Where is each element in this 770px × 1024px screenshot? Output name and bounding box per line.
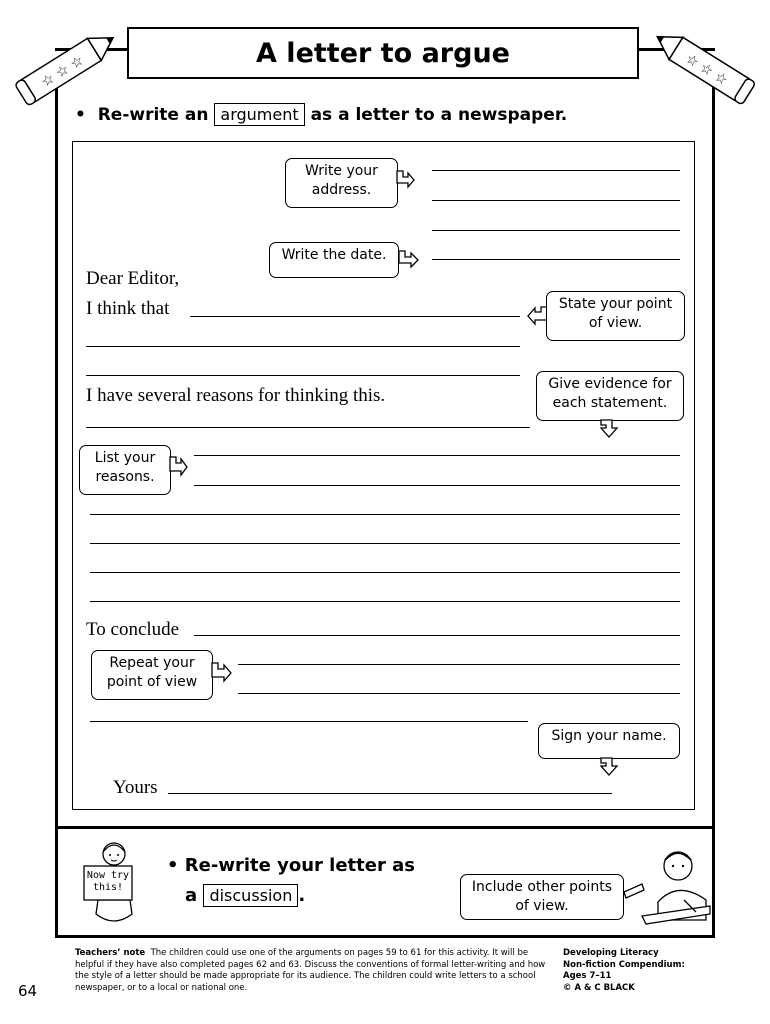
reasons-line-4[interactable] [90, 543, 680, 544]
book-title: Developing Literacy [563, 948, 659, 958]
address-line-3[interactable] [432, 230, 680, 231]
arrow-right-icon [398, 248, 420, 272]
svg-text:☆ ☆ ☆: ☆ ☆ ☆ [682, 50, 731, 89]
reasons-sentence-line[interactable] [86, 427, 530, 428]
point-of-view-bubble: State your point of view. [546, 291, 685, 341]
arrow-down-icon [597, 757, 621, 777]
instruction [75, 103, 567, 126]
page-number: 64 [18, 982, 38, 1000]
other-points-bubble: Include other points of view. [460, 874, 624, 920]
teachers-note-text: The children could use one of the arguments on pages 59 to 61 for this activity. It will be helpful if they have also completed pages 62 and 63. Discuss the conventions of formal letter-writing and how the style of a letter should be made appropriate for its audience. The children could write letters to a school newspaper, or to a local or national one. [75, 948, 546, 993]
i-think-line-3[interactable] [86, 375, 520, 376]
pencil-right-icon [640, 22, 765, 112]
arrow-right-icon [169, 454, 189, 480]
bottom-task-line2 [185, 884, 305, 907]
bottom-task-text: Re-write your letter as [184, 855, 415, 876]
instruction-suffix: as a letter to a newspaper. [310, 105, 568, 125]
book-ages: Ages 7–11 [563, 971, 612, 981]
svg-text:☆ ☆ ☆: ☆ ☆ ☆ [38, 52, 87, 91]
bullet-icon: • [75, 105, 86, 125]
arrow-right-icon [211, 660, 233, 686]
reasons-line-6[interactable] [90, 601, 680, 602]
arrow-left-icon [526, 303, 548, 329]
address-line-2[interactable] [432, 200, 680, 201]
repeat-bubble: Repeat your point of view [91, 650, 213, 700]
evidence-bubble: Give evidence for each statement. [536, 371, 684, 421]
bottom-task-line1 [167, 855, 415, 876]
sign-bubble: Sign your name. [538, 723, 680, 759]
book-publisher: © A & C BLACK [563, 982, 635, 993]
now-try-this-sign: Now try this! [86, 870, 130, 893]
greeting: Dear Editor, [86, 268, 180, 289]
i-think-line-1[interactable] [190, 316, 520, 317]
argument-word-box: argument [214, 103, 304, 126]
page-title: A letter to argue [127, 27, 639, 79]
address-line-1[interactable] [432, 170, 680, 171]
reasons-line-1[interactable] [194, 455, 680, 456]
reasons-line-3[interactable] [90, 514, 680, 515]
bottom-task-prefix: a [185, 885, 198, 906]
arrow-down-icon [597, 419, 621, 439]
date-bubble: Write the date. [269, 242, 399, 278]
discussion-word-box: discussion [203, 884, 298, 907]
teachers-note [75, 948, 551, 994]
book-subtitle: Non-fiction Compendium: [563, 959, 685, 970]
teachers-note-label: Teachers’ note [75, 948, 146, 958]
signature-line[interactable] [168, 793, 612, 794]
arrow-right-icon [396, 168, 416, 192]
conclude-label: To conclude [86, 619, 180, 640]
date-line[interactable] [432, 259, 680, 260]
i-think-line-2[interactable] [86, 346, 520, 347]
section-divider [55, 826, 715, 829]
boy-writing-illustration [622, 842, 714, 930]
i-think-label: I think that [86, 298, 170, 319]
reasons-sentence: I have several reasons for thinking this. [86, 385, 386, 406]
bottom-task-suffix: . [298, 885, 306, 906]
book-info [563, 948, 685, 994]
yours-label: Yours [113, 777, 158, 798]
repeat-line-1[interactable] [238, 664, 680, 665]
bullet-icon: • [167, 855, 179, 876]
reasons-line-5[interactable] [90, 572, 680, 573]
reasons-line-2[interactable] [194, 485, 680, 486]
address-bubble: Write your address. [285, 158, 398, 208]
conclude-line[interactable] [194, 635, 680, 636]
instruction-prefix: Re-write an [97, 105, 209, 125]
repeat-line-2[interactable] [238, 693, 680, 694]
pencil-left-icon [10, 22, 130, 112]
repeat-line-3[interactable] [90, 721, 528, 722]
reasons-bubble: List your reasons. [79, 445, 171, 495]
